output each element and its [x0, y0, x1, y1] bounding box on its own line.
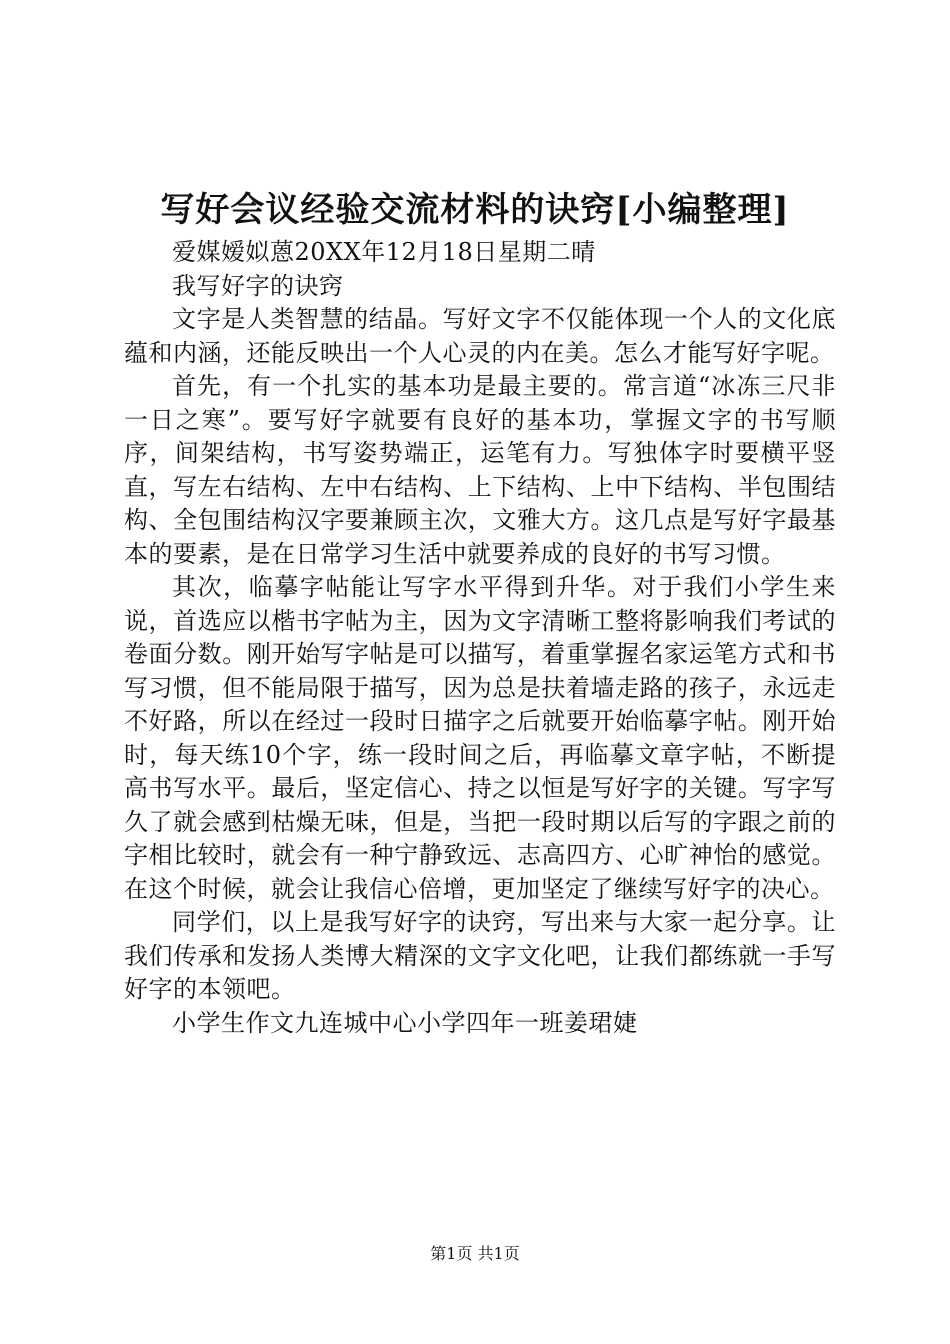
page-number-footer: 第1页 共1页: [430, 1244, 520, 1263]
document-title: 写好会议经验交流材料的诀窍[小编整理]: [160, 190, 790, 230]
paragraph-1: 文字是人类智慧的结晶。写好文字不仅能体现一个人的文化底蕴和内涵，还能反映出一个人心灵的内在美。怎么才能写好字呢。: [124, 305, 836, 367]
paragraph-3: 其次，临摹字帖能让写字水平得到升华。对于我们小学生来说，首选应以楷书字帖为主，因为文字清晰工整将影响我们考试的卷面分数。刚开始写字帖是可以描写，着重掌握名家运笔方式和书写习惯，但不能局限于描写，因为总是扶着墙走路的孩子，永远走不好路，所以在经过一段时日描字之后就要开始临摹字帖。刚开始时，每天练10个字，练一段时间之后，再临摹文章字帖，不断提高书写水平。最后，坚定信心、持之以恒是写好字的关键。写字写久了就会感到枯燥无味，但是，当把一段时期以后写的字跟之前的字相比较时，就会有一种宁静致远、志高四方、心旷神怡的感觉。在这个时候，就会让我信心倍增，更加坚定了继续写好字的决心。: [124, 573, 836, 903]
signature: 小学生作文九连城中心小学四年一班姜珺婕: [172, 1008, 638, 1037]
essay-subtitle: 我写好字的诀窍: [172, 271, 344, 300]
paragraph-4: 同学们，以上是我写好字的诀窍，写出来与大家一起分享。让我们传承和发扬人类博大精深的文字文化吧，让我们都练就一手写好字的本领吧。: [124, 908, 836, 1003]
byline: 爱媒嫒姒蒽20XX年12月18日星期二晴: [172, 238, 596, 266]
paragraph-2: 首先，有一个扎实的基本功是最主要的。常言道“冰冻三尺非一日之寒”。要写好字就要有良好的基本功，掌握文字的书写顺序，间架结构，书写姿势端正，运笔有力。写独体字时要横平竖直，写左右结构、左中右结构、上下结构、上中下结构、半包围结构、全包围结构汉字要兼顾主次，文雅大方。这几点是写好字最基本的要素，是在日常学习生活中就要养成的良好的书写习惯。: [124, 372, 836, 568]
document-body: [124, 236, 836, 1040]
